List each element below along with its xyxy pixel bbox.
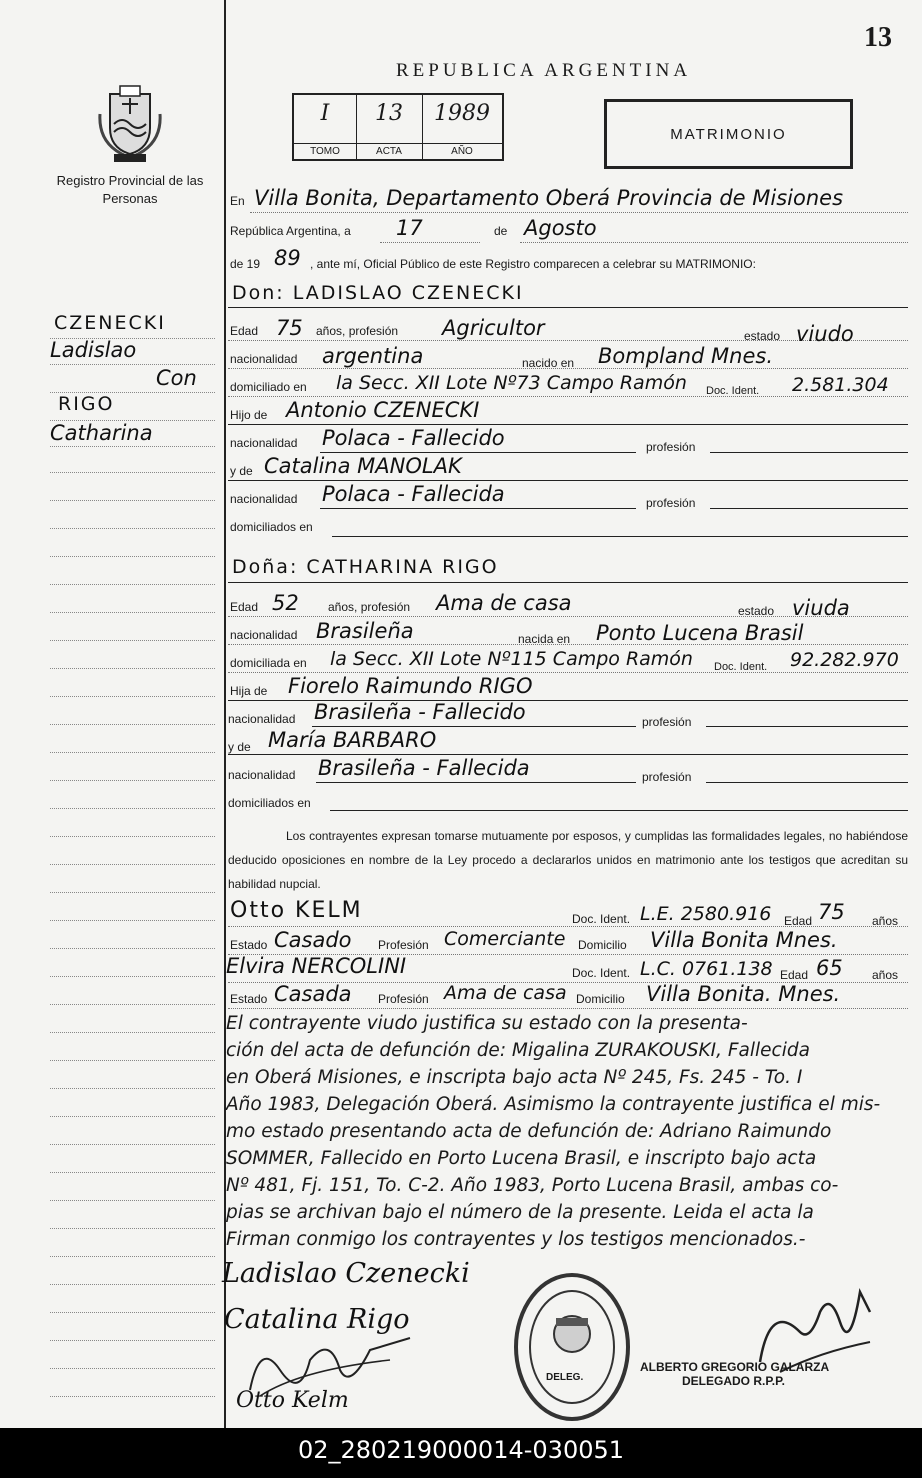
groom-yde-label: y de xyxy=(230,464,253,478)
tomo-label: TOMO xyxy=(294,143,356,157)
bride-hija-label: Hija de xyxy=(230,684,268,698)
groom-mother-prof-label: profesión xyxy=(646,496,696,510)
acta-label: ACTA xyxy=(356,143,422,157)
groom-father-nationality: Polaca - Fallecido xyxy=(322,426,505,450)
groom-doc: 2.581.304 xyxy=(792,374,889,396)
bride-nationality: Brasileña xyxy=(316,619,414,643)
bride-age: 52 xyxy=(272,591,299,615)
witness1-doc: L.E. 2580.916 xyxy=(640,903,772,925)
note-line: SOMMER, Fallecido en Porto Lucena Brasil, e inscripto bajo acta xyxy=(226,1148,817,1169)
witness1-edad-label: Edad xyxy=(784,914,813,928)
acta-value: 13 xyxy=(375,101,403,126)
seal-center-text: DELEG. xyxy=(546,1372,584,1383)
note-line: en Oberá Misiones, e inscripta bajo acta Nº 245, Fs. 245 - To. I xyxy=(226,1067,803,1088)
bride-profesion-label: años, profesión xyxy=(328,600,411,614)
bride-doc-label: Doc. Ident. xyxy=(714,661,768,673)
witness1-domicile: Villa Bonita Mnes. xyxy=(650,928,838,952)
note-line: Firman conmigo los contrayentes y los testigos mencionados.- xyxy=(226,1229,806,1250)
bride-father: Fiorelo Raimundo RIGO xyxy=(288,674,533,698)
note-line: Año 1983, Delegación Oberá. Asimismo la contrayente justifica el mis- xyxy=(226,1094,881,1115)
bride-birthplace: Ponto Lucena Brasil xyxy=(596,621,804,645)
groom-nationality: argentina xyxy=(322,344,424,368)
witness2-anos-label: años xyxy=(872,968,899,982)
bride-father-nac-label: nacionalidad xyxy=(228,712,296,726)
witness2-profession: Ama de casa xyxy=(444,982,567,1004)
anio-label: AÑO xyxy=(422,143,502,157)
margin-groom-surname: CZENECKI xyxy=(54,312,166,334)
tomo-value: I xyxy=(320,101,330,126)
bride-status: viuda xyxy=(792,596,850,620)
note-line: ción del acta de defunción de: Migalina ZURAKOUSKI, Fallecida xyxy=(226,1040,810,1061)
bride-mother-prof-label: profesión xyxy=(642,770,692,784)
groom-domiciliados-label: domiciliados en xyxy=(230,520,313,534)
witness2-age: 65 xyxy=(816,956,843,980)
witness2-name: Elvira NERCOLINI xyxy=(226,954,407,978)
witness1-dom-label: Domicilio xyxy=(578,938,627,952)
annotation-notes xyxy=(226,1010,906,1253)
groom-dom-label: domiciliado en xyxy=(230,380,307,394)
note-line: pias se archivan bajo el número de la presente. Leida el acta la xyxy=(226,1202,814,1223)
bride-father-prof-label: profesión xyxy=(642,715,692,729)
groom-status: viudo xyxy=(796,322,854,346)
witness1-name: Otto KELM xyxy=(230,898,363,923)
witness1-estado-label: Estado xyxy=(230,938,268,952)
groom-father-prof-label: profesión xyxy=(646,440,696,454)
groom-father: Antonio CZENECKI xyxy=(286,398,480,422)
bride-mother-nationality: Brasileña - Fallecida xyxy=(318,756,530,780)
declaration-text: Los contrayentes expresan tomarse mutuamente por esposos, y cumplidas las formalidades legales, no habiéndose deducido oposiciones en nombre de la Ley procedo a declararlos unidos en matrimonio ante los testigos que acreditan su habilidad nupcial. xyxy=(228,829,908,891)
anio-value: 1989 xyxy=(434,101,490,126)
groom-hijo-label: Hijo de xyxy=(230,408,268,422)
bride-yde-label: y de xyxy=(228,740,251,754)
bride-mother: María BARBARO xyxy=(268,728,437,752)
margin-groom-firstname: Ladislao xyxy=(50,338,137,362)
witness1-profession: Comerciante xyxy=(444,928,566,950)
groom-age: 75 xyxy=(276,316,303,340)
witness-signature: Otto Kelm xyxy=(236,1388,349,1413)
bride-nac-label: nacionalidad xyxy=(230,628,298,642)
groom-mother: Catalina MANOLAK xyxy=(264,454,462,478)
groom-estado-label: estado xyxy=(744,329,781,343)
bride-father-nationality: Brasileña - Fallecido xyxy=(314,700,526,724)
bride-name: Doña: CATHARINA RIGO xyxy=(232,556,499,578)
ceremony-month: Agosto xyxy=(524,216,597,240)
witness-signature-scribble-icon xyxy=(240,1330,420,1405)
witness1-prof-label: Profesión xyxy=(378,938,429,952)
witness1-anos-label: años xyxy=(872,914,899,928)
bride-profession: Ama de casa xyxy=(436,591,572,615)
bride-dom-label: domiciliada en xyxy=(230,656,307,670)
bride-domiciliados-label: domiciliados en xyxy=(228,796,311,810)
registry-name: Registro Provincial de las Personas xyxy=(56,173,204,206)
country-heading: REPUBLICA ARGENTINA xyxy=(396,60,692,81)
note-line: Nº 481, Fj. 151, To. C-2. Año 1983, Porto Lucena Brasil, ambas co- xyxy=(226,1175,839,1196)
ceremony-year: 89 xyxy=(274,246,301,270)
ceremony-place: Villa Bonita, Departamento Oberá Provincia de Misiones xyxy=(254,186,844,210)
witness1-status: Casado xyxy=(274,928,352,952)
margin-bride-firstname: Catharina xyxy=(50,421,153,445)
record-reference-box xyxy=(292,93,504,161)
ceremony-day: 17 xyxy=(396,216,423,240)
witness2-prof-label: Profesión xyxy=(378,992,429,1006)
groom-domicile: la Secc. XII Lote Nº73 Campo Ramón xyxy=(336,372,687,394)
groom-edad-label: Edad xyxy=(230,324,259,338)
margin-bride-surname: RIGO xyxy=(58,393,115,415)
bride-signature: Catalina Rigo xyxy=(224,1304,410,1335)
groom-mother-nac-label: nacionalidad xyxy=(230,492,298,506)
intro-text: , ante mí, Oficial Público de este Registro comparecen a celebrar su MATRIMONIO: xyxy=(310,257,756,271)
groom-profesion-label: años, profesión xyxy=(316,324,399,338)
bride-mother-nac-label: nacionalidad xyxy=(228,768,296,782)
witness2-domicile: Villa Bonita. Mnes. xyxy=(646,982,841,1006)
witness2-estado-label: Estado xyxy=(230,992,268,1006)
margin-con: Con xyxy=(156,366,197,390)
groom-signature: Ladislao Czenecki xyxy=(222,1258,470,1289)
groom-father-nac-label: nacionalidad xyxy=(230,436,298,450)
de-label: de xyxy=(494,224,508,238)
official-stamp xyxy=(640,1360,829,1388)
witness2-dom-label: Domicilio xyxy=(576,992,625,1006)
witness2-edad-label: Edad xyxy=(780,968,809,982)
witness1-age: 75 xyxy=(818,900,845,924)
registry-seal xyxy=(512,1272,632,1427)
bride-nacida-label: nacida en xyxy=(518,632,571,646)
groom-nac-label: nacionalidad xyxy=(230,352,298,366)
groom-mother-nationality: Polaca - Fallecida xyxy=(322,482,505,506)
bride-edad-label: Edad xyxy=(230,600,259,614)
groom-birthplace: Bompland Mnes. xyxy=(598,344,774,368)
record-type: MATRIMONIO xyxy=(604,99,853,169)
bride-domicile: la Secc. XII Lote Nº115 Campo Ramón xyxy=(330,648,693,670)
note-line: El contrayente viudo justifica su estado con la presenta- xyxy=(226,1013,748,1034)
note-line: mo estado presentando acta de defunción de: Adriano Raimundo xyxy=(226,1121,832,1142)
page-number: 13 xyxy=(864,22,892,53)
official-title: DELEGADO R.P.P. xyxy=(682,1374,785,1388)
bride-estado-label: estado xyxy=(738,604,775,618)
groom-doc-label: Doc. Ident. xyxy=(706,385,760,397)
groom-profession: Agricultor xyxy=(442,316,545,340)
bride-doc: 92.282.970 xyxy=(790,649,899,671)
witness1-doc-label: Doc. Ident. xyxy=(572,912,631,926)
witness2-doc-label: Doc. Ident. xyxy=(572,966,631,980)
year-prefix: de 19 xyxy=(230,257,261,271)
provincial-crest-icon xyxy=(96,84,164,169)
republic-label: República Argentina, a xyxy=(230,224,351,238)
document-id-bar: 02_280219000014-030051 xyxy=(0,1428,922,1478)
groom-nacido-label: nacido en xyxy=(522,356,575,370)
en-label: En xyxy=(230,194,245,208)
official-name: ALBERTO GREGORIO GALARZA xyxy=(640,1360,830,1374)
witness2-doc: L.C. 0761.138 xyxy=(640,958,773,980)
groom-name: Don: LADISLAO CZENECKI xyxy=(232,282,524,304)
witness2-status: Casada xyxy=(274,982,352,1006)
